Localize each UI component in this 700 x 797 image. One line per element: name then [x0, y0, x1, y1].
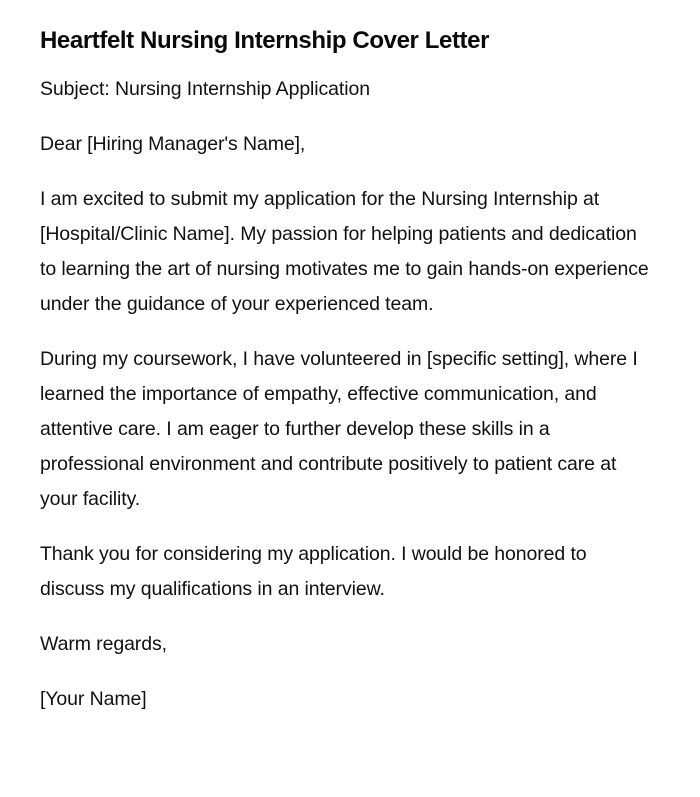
document-title: Heartfelt Nursing Internship Cover Letter [40, 27, 490, 54]
subject-line: Subject: Nursing Internship Application [40, 78, 370, 100]
body-paragraph-intro: I am excited to submit my application for the Nursing Internship at [Hospital/Clinic Name]. My passion for helping patients and dedication to learning the art of nursing motivates me to gain hands-on experience under the guidance of your experienced team. [40, 188, 649, 315]
salutation: Dear [Hiring Manager's Name], [40, 133, 306, 155]
signature: [Your Name] [40, 688, 147, 710]
closing: Warm regards, [40, 633, 167, 655]
cover-letter [40, 22, 650, 737]
body-paragraph-thanks: Thank you for considering my application. I would be honored to discuss my qualifications in an interview. [40, 543, 587, 600]
body-paragraph-experience: During my coursework, I have volunteered in [specific setting], where I learned the importance of empathy, effective communication, and attentive care. I am eager to further develop these skills in a professional environment and contribute positively to patient care at your facility. [40, 348, 638, 510]
